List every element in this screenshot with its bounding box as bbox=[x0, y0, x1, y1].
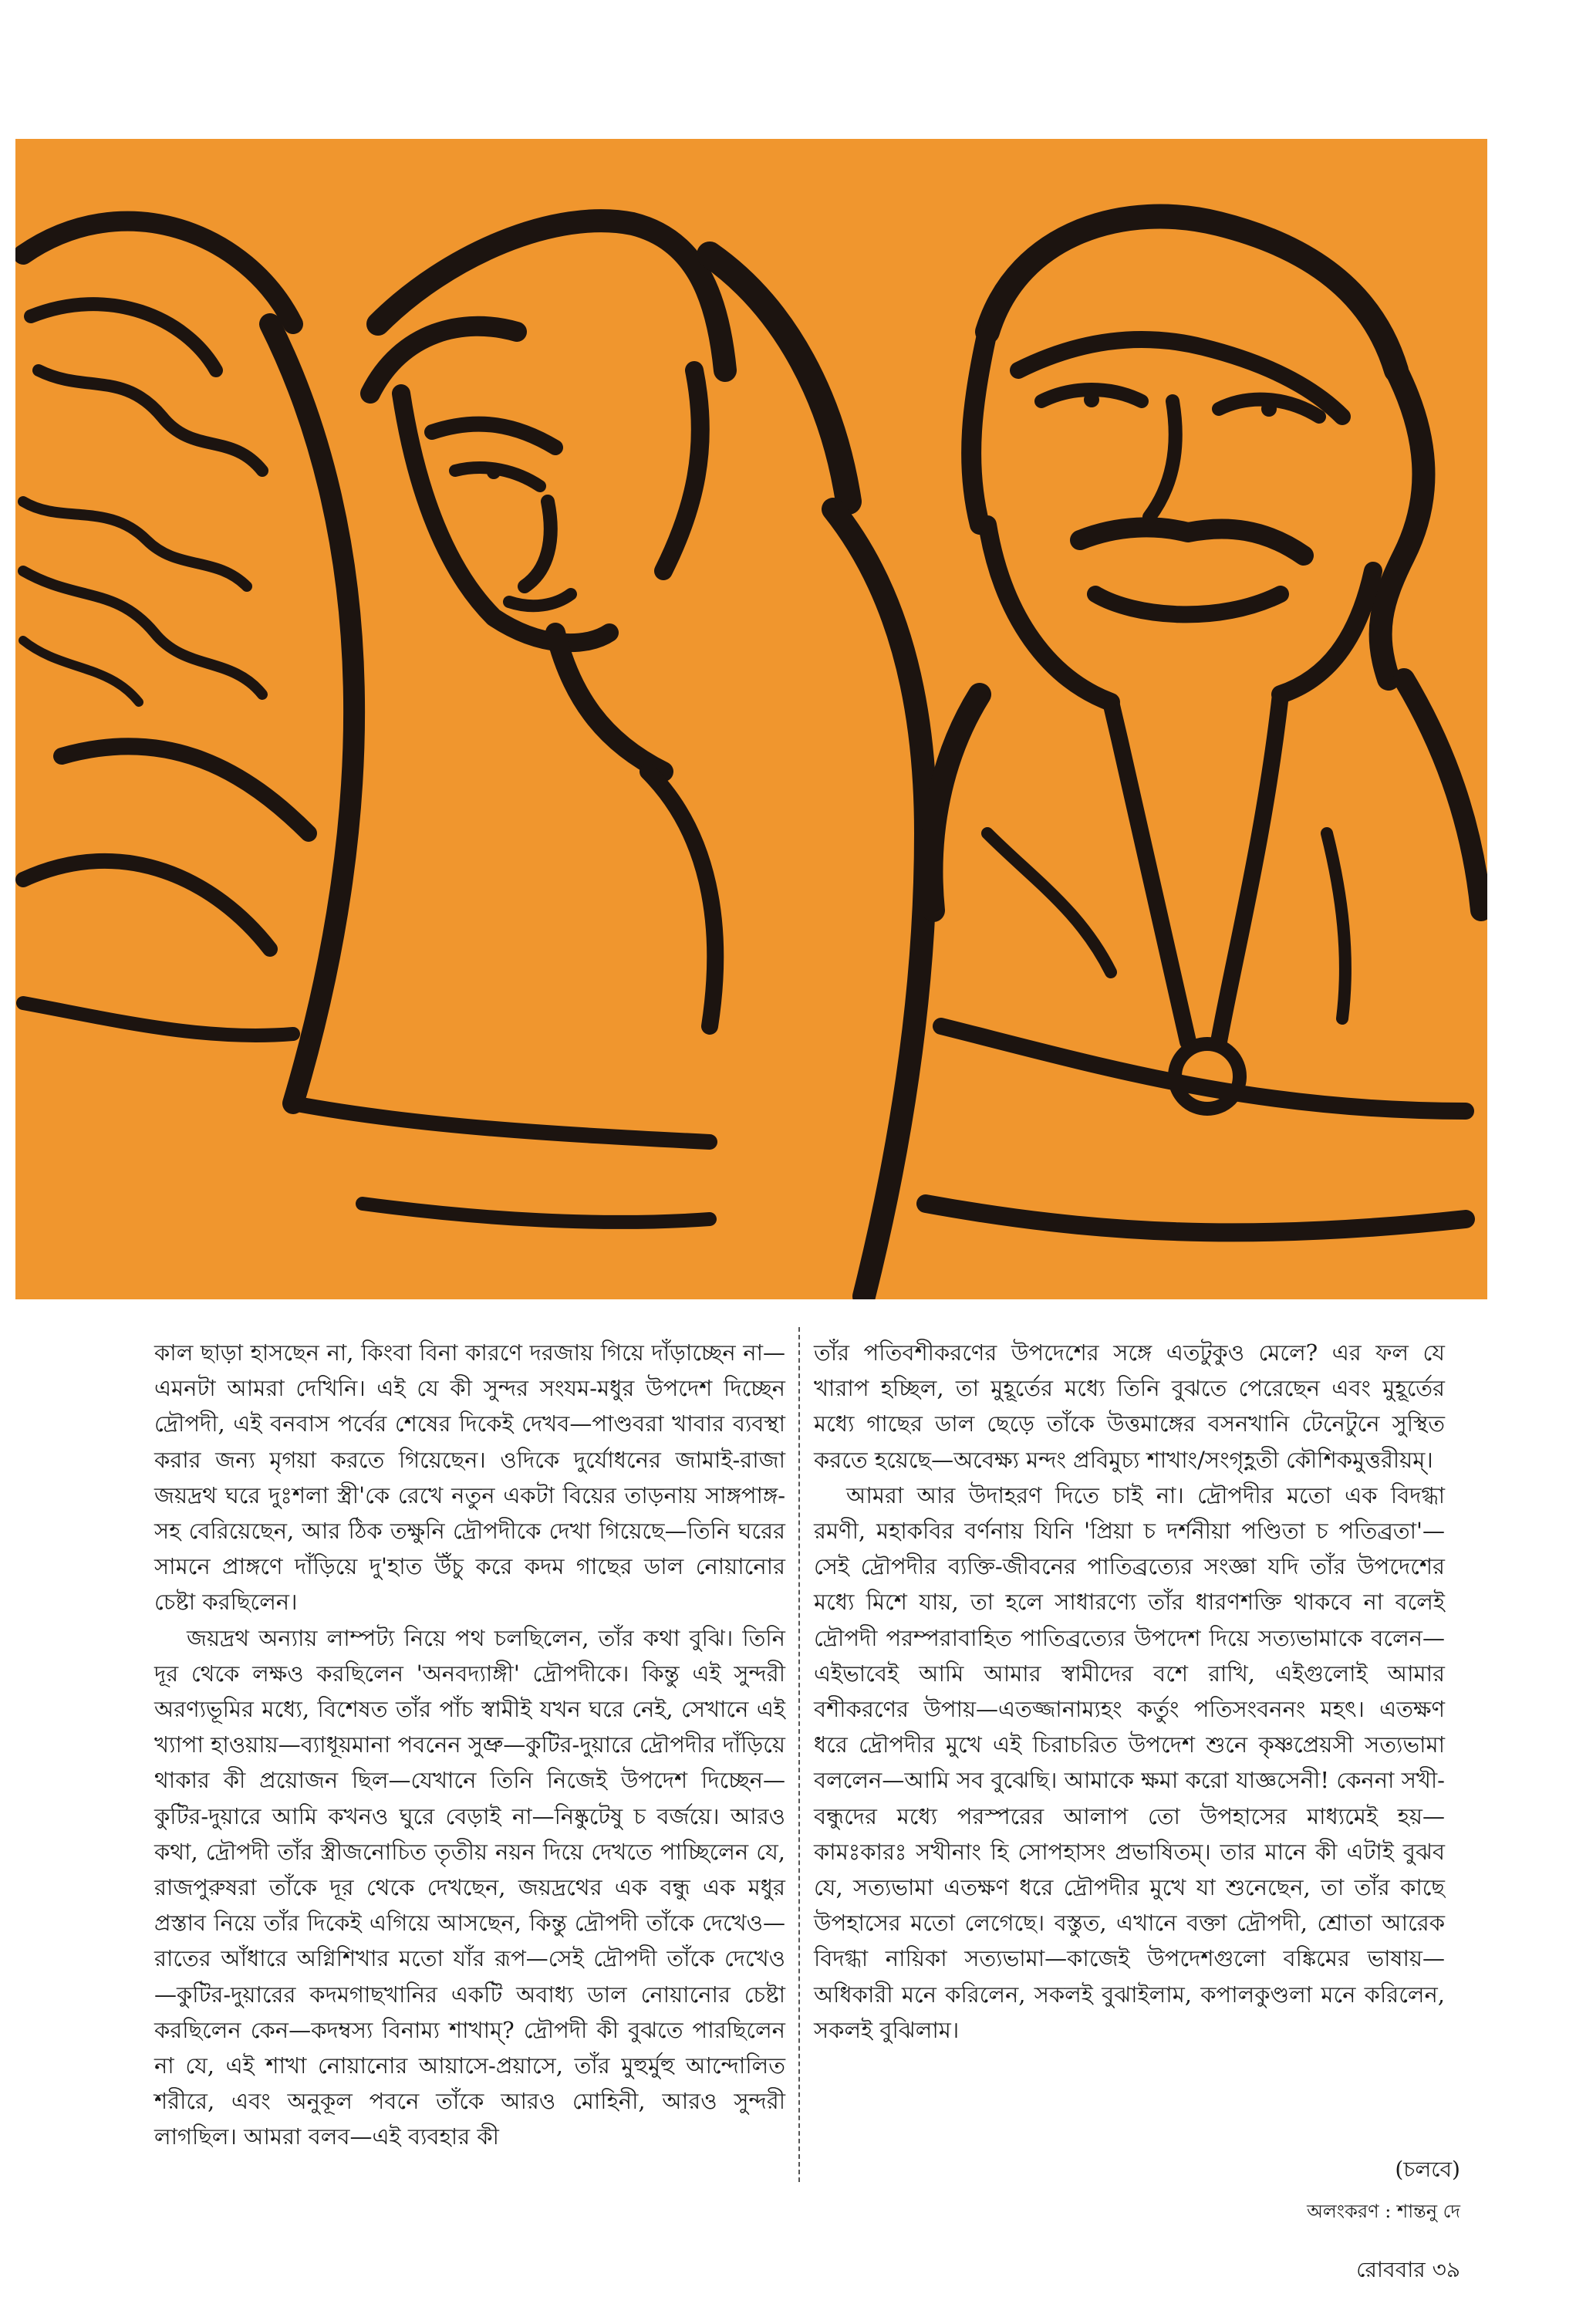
paragraph: কাল ছাড়া হাসছেন না, কিংবা বিনা কারণে দরজায় গিয়ে দাঁড়াচ্ছেন না—এমনটা আমরা দেখিনি। এই যে কী সুন্দর সংযম-মধুর উপদেশ দিচ্ছেন দ্রৌপদী, এই বনবাস পর্বের শেষের দিকেই দেখব—পাণ্ডবরা খাবার ব্যবস্থা করার জন্য মৃগয়া করতে গিয়েছেন। ওদিকে দুর্যোধনের জামাই-রাজা জয়দ্রথ ঘরে দুঃশলা স্ত্রী'কে রেখে নতুন একটা বিয়ের তাড়নায় সাঙ্গপাঙ্গ-সহ বেরিয়েছেন, আর ঠিক তক্ষুনি দ্রৌপদীকে দেখা গিয়েছে—তিনি ঘরের সামনে প্রাঙ্গণে দাঁড়িয়ে দু'হাত উঁচু করে কদম গাছের ডাল নোয়ানোর চেষ্টা করছিলেন। bbox=[154, 1339, 785, 1616]
article-illustration bbox=[15, 139, 1487, 1299]
ink-drawing-two-figures bbox=[15, 139, 1487, 1299]
page-folio: রোববার ৩৯ bbox=[1356, 2257, 1460, 2282]
article-column-left bbox=[154, 1335, 785, 2155]
illustration-credit: অলংকরণ : শান্তনু দে bbox=[1307, 2201, 1460, 2222]
article-column-right bbox=[814, 1335, 1445, 2048]
to-be-continued-note: (চলবে) bbox=[1395, 2157, 1460, 2182]
paragraph: তাঁর পতিবশীকরণের উপদেশের সঙ্গে এতটুকুও মেলে? এর ফল যে খারাপ হচ্ছিল, তা মুহূর্তের মধ্যে তিনি বুঝতে পেরেছেন এবং মুহূর্তের মধ্যে গাছের ডাল ছেড়ে তাঁকে উত্তমাঙ্গের বসনখানি টেনেটুনে সুস্থিত করতে হয়েছে—অবেক্ষ্য মন্দং প্রবিমুচ্য শাখাং/সংগৃহ্ণতী কৌশিকমুত্তরীয়ম্। bbox=[814, 1339, 1445, 1473]
column-divider bbox=[798, 1327, 800, 2182]
paragraph: আমরা আর উদাহরণ দিতে চাই না। দ্রৌপদীর মতো এক বিদগ্ধা রমণী, মহাকবির বর্ণনায় যিনি 'প্রিয়া চ দর্শনীয়া পণ্ডিতা চ পতিব্রতা'—সেই দ্রৌপদীর ব্যক্তি-জীবনের পাতিব্রত্যের সংজ্ঞা যদি তাঁর উপদেশের মধ্যে মিশে যায়, তা হলে সাধারণ্যে তাঁর ধারণশক্তি থাকবে না বলেই দ্রৌপদী পরম্পরাবাহিত পাতিব্রত্যের উপদেশ দিয়ে সত্যভামাকে বলেন—এইভাবেই আমি আমার স্বামীদের বশে রাখি, এইগুলোই আমার বশীকরণের উপায়—এতজ্জানাম্যহং কর্তুং পতিসংবননং মহৎ। এতক্ষণ ধরে দ্রৌপদীর মুখে এই চিরাচরিত উপদেশ শুনে কৃষ্ণপ্রেয়সী সত্যভামা বললেন—আমি সব বুঝেছি। আমাকে ক্ষমা করো যাজ্ঞসেনী! কেননা সখী-বন্ধুদের মধ্যে পরস্পরের আলাপ তো উপহাসের মাধ্যমেই হয়—কামঃকারঃ সখীনাং হি সোপহাসং প্রভাষিতম্। তার মানে কী এটাই বুঝব যে, সত্যভামা এতক্ষণ ধরে দ্রৌপদীর মুখে যা শুনেছেন, তা তাঁর কাছে উপহাসের মতো লেগেছে। বস্তুত, এখানে বক্তা দ্রৌপদী, শ্রোতা আরেক বিদগ্ধা নায়িকা সত্যভামা—কাজেই উপদেশগুলো বঙ্কিমের ভাষায়—অধিকারী মনে করিলেন, সকলই বুঝাইলাম, কপালকুণ্ডলা মনে করিলেন, সকলই বুঝিলাম। bbox=[814, 1481, 1445, 2043]
paragraph: জয়দ্রথ অন্যায় লাম্পট্য নিয়ে পথ চলছিলেন, তাঁর কথা বুঝি। তিনি দূর থেকে লক্ষও করছিলেন 'অনবদ্যাঙ্গী' দ্রৌপদীকে। কিন্তু এই সুন্দরী অরণ্যভূমির মধ্যে, বিশেষত তাঁর পাঁচ স্বামীই যখন ঘরে নেই, সেখানে এই খ্যাপা হাওয়ায়—ব্যাধূয়মানা পবনেন সুভ্রু—কুটির-দুয়ারে দ্রৌপদীর দাঁড়িয়ে থাকার কী প্রয়োজন ছিল—যেখানে তিনি নিজেই উপদেশ দিচ্ছেন—কুটির-দুয়ারে আমি কখনও ঘুরে বেড়াই না—নিষ্কুটেষু চ বর্জয়ে। আরও কথা, দ্রৌপদী তাঁর স্ত্রীজনোচিত তৃতীয় নয়ন দিয়ে দেখতে পাচ্ছিলেন যে, রাজপুরুষরা তাঁকে দূর থেকে দেখছেন, জয়দ্রথের এক বন্ধু এক মধুর প্রস্তাব নিয়ে তাঁর দিকেই এগিয়ে আসছেন, কিন্তু দ্রৌপদী তাঁকে দেখেও—রাতের আঁধারে অগ্নিশিখার মতো যাঁর রূপ—সেই দ্রৌপদী তাঁকে দেখেও—কুটির-দুয়ারের কদমগাছখানির একটি অবাধ্য ডাল নোয়ানোর চেষ্টা করছিলেন কেন—কদম্বস্য বিনাম্য শাখাম্? দ্রৌপদী কী বুঝতে পারছিলেন না যে, এই শাখা নোয়ানোর আয়াসে-প্রয়াসে, তাঁর মুহুর্মুহু আন্দোলিত শরীরে, এবং অনুকূল পবনে তাঁকে আরও মোহিনী, আরও সুন্দরী লাগছিল। আমরা বলব—এই ব্যবহার কী bbox=[154, 1624, 785, 2150]
